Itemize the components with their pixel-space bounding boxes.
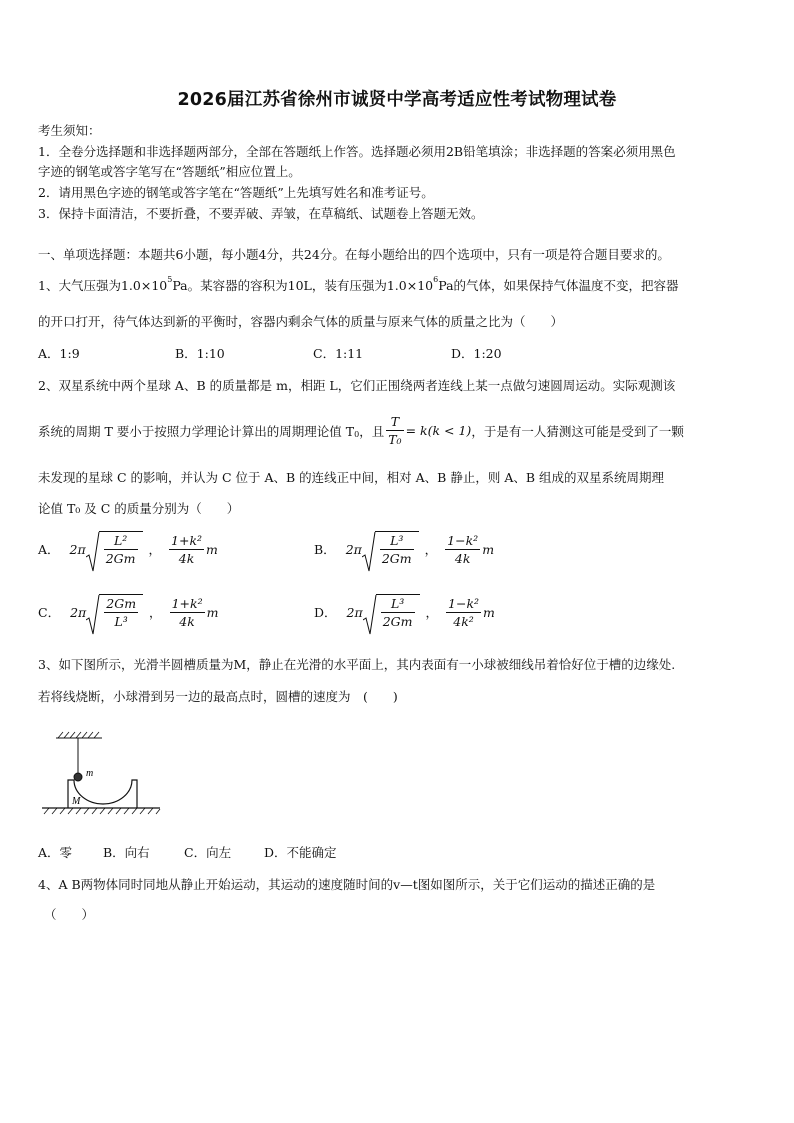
q2-option-d-rad-num: L³ — [381, 595, 415, 613]
q2-line-3: 未发现的星球 C 的影响，并认为 C 位于 A、B 的连线正中间，相对 A、B 静止，则 A、B 组成的双星系统周期理 — [38, 470, 665, 485]
q2-option-d-rad-den: 2Gm — [382, 614, 413, 629]
q2-option-a-mass-den: 4k — [178, 550, 195, 566]
label-m: m — [86, 768, 94, 779]
q2-option-d-m: m — [483, 604, 495, 620]
q2-option-a-rad-num: L² — [104, 532, 138, 550]
q1-p1-exp: 6 — [433, 275, 439, 284]
q2-option-b: B． 2π $\frac{\text{L³}}{2Gm}$ ， $\frac{\text{1−k²}}{4k}$ m — [314, 531, 494, 567]
q2-line-4: 论值 T₀ 及 C 的质量分别为（ ） — [38, 501, 240, 516]
q2-option-b-mass-num: 1−k² — [447, 532, 479, 548]
label-M: M — [72, 796, 81, 807]
q2-option-d-sqrt — [363, 594, 420, 630]
q2-option-d-label: D． — [314, 605, 337, 620]
radical-sign-icon — [363, 594, 377, 636]
q1-option-a: A．1:9 — [38, 346, 80, 361]
q2-option-b-label: B． — [314, 542, 336, 557]
q2-option-a-label: A． — [38, 542, 60, 557]
q1-p0: 1.0×10 — [120, 278, 168, 293]
q1-text-c: 的气体，如果保持气体温度不变，把容器 — [453, 278, 679, 293]
q2-option-c-mass-num: 1+k² — [171, 595, 203, 611]
notice-item-2: 2．请用黑色字迹的钢笔或答字笔在“答题纸”上先填写姓名和准考证号。 — [38, 185, 434, 200]
ceiling-hatch — [58, 732, 99, 738]
q2-option-b-rad-num: L³ — [380, 532, 414, 550]
q3-figure — [38, 728, 163, 820]
q3-line-2: 若将线烧断，小球滑到另一边的最高点时，圆槽的速度为 ( ) — [38, 689, 398, 704]
q4-line-2: （ ） — [44, 907, 95, 922]
q1-option-b: B．1:10 — [175, 346, 225, 361]
q2-option-d-mass-num: 1−k² — [448, 595, 480, 611]
q2-ratio-eq: = k(k < 1) — [405, 423, 472, 438]
q2-option-c-rad-den: L³ — [114, 614, 128, 629]
q2-option-c-mass — [170, 595, 205, 630]
notice-item-1-cont: 字迹的钢笔或答字笔写在“答题纸”相应位置上。 — [38, 164, 301, 179]
q2-option-b-m: m — [482, 541, 495, 557]
q2-option-a-rad-den: 2Gm — [105, 551, 136, 566]
q2-option-d: D． 2π $\frac{\text{L³}}{2Gm}$ ， $\frac{\text{1−k²}}{\text{4k²}}$ m — [314, 594, 495, 630]
q1-option-d: D．1:20 — [451, 346, 502, 361]
q2-t0-sub: 0 — [354, 429, 360, 439]
q2-text-b: ，且 — [359, 423, 385, 439]
floor-hatch — [44, 808, 160, 814]
q2-text-a: 系统的周期 T 要小于按照力学理论计算出的周期理论值 T — [38, 423, 355, 439]
q1-p0-exp: 5 — [167, 275, 173, 284]
q2-option-c-mass-den: 4k — [179, 613, 195, 629]
q2-line-2 — [38, 413, 684, 448]
q2-option-c-label: C． — [38, 605, 61, 620]
q2-option-d-mass-den: 4k² — [453, 613, 474, 629]
q1-text-a: 1、大气压强为 — [38, 278, 121, 293]
q2-option-d-mass — [446, 595, 481, 630]
q2-text-d: ，于是有一人猜测这可能是受到了一颗 — [471, 423, 684, 439]
q2-option-b-mass — [445, 532, 480, 567]
q3-option-b: B．向右 — [103, 845, 150, 860]
q2-option-c-pi: 2π — [70, 604, 87, 620]
q2-option-a: A． 2π $\frac{\text{L²}}{2Gm}$ ， $\frac{\text{1+k²}}{4k}$ m — [38, 531, 218, 567]
q1-text-b: 。某容器的容积为10L，装有压强为 — [187, 278, 387, 293]
q2-option-a-m: m — [206, 541, 218, 557]
q3-option-a: A．零 — [38, 845, 73, 860]
radical-sign-icon — [362, 531, 376, 573]
q3-option-c: C．向左 — [184, 845, 232, 860]
q2-option-a-sqrt — [86, 531, 143, 567]
q4-line-1: 4、A B两物体同时同地从静止开始运动，其运动的速度随时间的v—t图如图所示，关于它们运动的描述正确的是 — [38, 877, 656, 892]
q2-option-d-pi: 2π — [346, 604, 363, 620]
q2-option-b-pi: 2π — [345, 541, 362, 557]
q1-line-2: 的开口打开，待气体达到新的平衡时，容器内剩余气体的质量与原来气体的质量之比为（ ） — [38, 314, 564, 329]
section-heading: 一、单项选择题：本题共6小题，每小题4分，共24分。在每小题给出的四个选项中，只有一项是符合题目要求的。 — [38, 247, 670, 262]
q2-option-c-m: m — [206, 604, 219, 620]
q2-ratio-den: T₀ — [388, 432, 402, 447]
q1-p1: 1.0×10 — [386, 278, 434, 293]
notice-item-1: 1．全卷分选择题和非选择题两部分，全部在答题纸上作答。选择题必须用2B铅笔填涂；非选择题的答案必须用黑色 — [38, 144, 676, 159]
q2-option-c-sqrt — [86, 594, 143, 630]
q2-option-b-mass-den: 4k — [454, 550, 471, 566]
q2-option-a-mass — [169, 532, 204, 567]
q2-option-a-pi: 2π — [69, 541, 86, 557]
q2-option-b-sqrt — [362, 531, 419, 567]
q2-option-a-mass-num: 1+k² — [171, 532, 203, 548]
q2-line-1: 2、双星系统中两个星球 A、B 的质量都是 m，相距 L，它们正围绕两者连线上某一点做匀速圆周运动。实际观测该 — [38, 378, 676, 393]
q3-line-1: 3、如下图所示，光滑半圆槽质量为M，静止在光滑的水平面上，其内表面有一小球被细线吊着恰好位于槽的边缘处. — [38, 657, 676, 672]
radical-sign-icon — [86, 594, 100, 636]
q2-option-b-rad-den: 2Gm — [381, 551, 412, 566]
q3-option-d: D．不能确定 — [264, 845, 337, 860]
notice-heading: 考生须知： — [38, 123, 101, 138]
q2-option-c: C． 2π $\frac{2Gm}{\text{L³}}$ ， $\frac{\text{1+k²}}{4k}$ m — [38, 594, 218, 630]
q1-line-1 — [38, 276, 679, 294]
q1-unit: Pa — [172, 278, 188, 293]
q1-option-c: C．1:11 — [313, 346, 364, 361]
q2-ratio-fraction — [386, 413, 403, 448]
q1-unit-2: Pa — [438, 278, 454, 293]
q2-ratio-num: T — [386, 413, 403, 431]
q2-option-c-rad-num: 2Gm — [106, 596, 137, 611]
radical-sign-icon — [86, 531, 100, 573]
notice-item-3: 3．保持卡面清洁，不要折叠，不要弄破、弄皱，在草稿纸、试题卷上答题无效。 — [38, 206, 484, 221]
ball-icon — [74, 773, 82, 781]
page-title: 2026届江苏省徐州市诚贤中学高考适应性考试物理试卷 — [177, 90, 617, 110]
